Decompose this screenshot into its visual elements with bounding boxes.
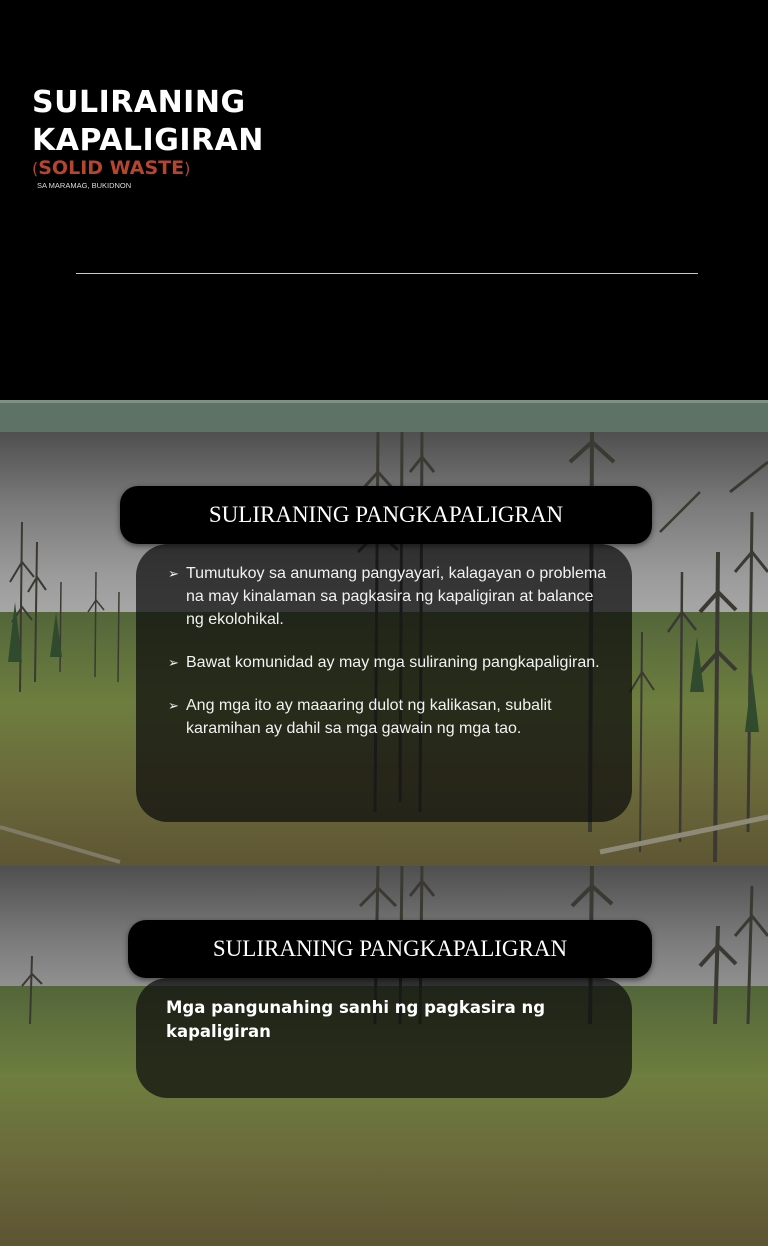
forest-slide [0,432,768,866]
slide-title [32,84,264,160]
definition-list [168,562,612,760]
location-text: SA MARAMAG, BUKIDNON [37,181,132,190]
forest-slide [0,866,768,1041]
list-item [168,651,612,674]
title-divider [76,273,698,274]
list-item [168,694,612,740]
subtitle-open-paren: ( [32,159,39,178]
slide-subtitle [32,155,190,182]
title-line-2: KAPALIGIRAN [32,123,264,158]
list-item [168,562,612,631]
bullet-text: Tumutukoy sa anumang pangyayari, kalagayan o problema na may kinalaman sa pagkasira ng kapaligiran at balance ng ekolohikal. [186,565,607,628]
bullet-text: Ang mga ito ay maaaring dulot ng kalikasan, subalit karamihan ay dahil sa mga gawain ng mga tao. [186,697,552,737]
slide-separator-edge [0,400,768,403]
arrowhead-bullet-icon: ➢ [168,655,179,670]
causes-intro: Mga pangunahing sanhi ng pagkasira ng kapaligiran [166,998,546,1041]
subtitle-close-paren: ) [184,159,191,178]
arrowhead-bullet-icon: ➢ [168,698,179,713]
subtitle-text: SOLID WASTE [38,157,185,179]
arrowhead-bullet-icon: ➢ [168,566,179,581]
definition-card [136,544,632,822]
causes-card [136,978,632,1098]
section-header [128,920,652,978]
section-header [120,486,652,544]
bullet-text: Bawat komunidad ay may mga suliraning pangkapaligiran. [186,654,600,671]
section-header-text: SULIRANING PANGKAPALIGRAN [208,502,564,527]
slide-separator [0,400,768,432]
title-line-1: SULIRANING [32,85,246,120]
section-header-text: SULIRANING PANGKAPALIGRAN [212,936,568,961]
title-slide [0,0,768,400]
